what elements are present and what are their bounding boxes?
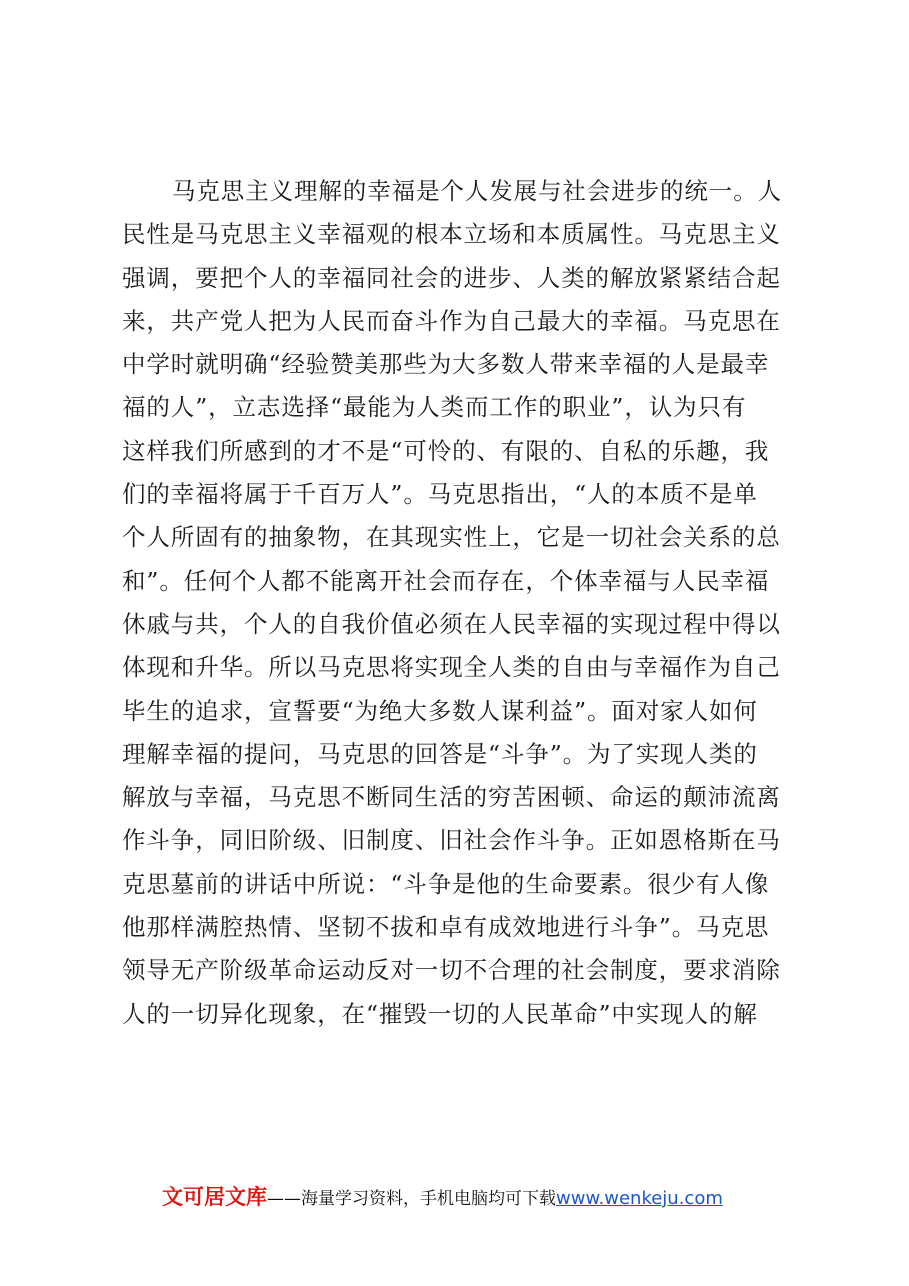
text-line: 作斗争，同旧阶级、旧制度、旧社会作斗争。正如恩格斯在马 [122,826,781,855]
text-line: 中学时就明确“经验赞美那些为大多数人带来幸福的人是最幸 [122,350,770,379]
footer-slogan: ——海量学习资料，手机电脑均可下载 [267,1189,556,1209]
text-line: 民性是马克思主义幸福观的根本立场和本质属性。马克思主义 [122,220,781,249]
text-line: 他那样满腔热情、坚韧不拔和卓有成效地进行斗争”。马克思 [122,913,770,942]
text-line: 个人所固有的抽象物，在其现实性上，它是一切社会关系的总 [122,523,781,552]
text-line: 马克思主义理解的幸福是个人发展与社会进步的统一。人 [172,177,782,205]
text-line: 人的一切异化现象，在“摧毁一切的人民革命”中实现人的解 [122,999,758,1028]
footer-banner [162,1180,802,1214]
text-line: 克思墓前的讲话中所说：“斗争是他的生命要素。很少有人像 [122,869,770,898]
text-line: 这样我们所感到的才不是“可怜的、有限的、自私的乐趣，我 [122,436,770,465]
text-line: 解放与幸福，马克思不断同生活的穷苦困顿、命运的颠沛流离 [122,783,781,812]
text-line: 来，共产党人把为人民而奋斗作为自己最大的幸福。马克思在 [122,306,781,335]
paragraph [122,170,802,1036]
brand-name: 文可居文库 [162,1185,267,1209]
text-line: 毕生的追求，宣誓要“为绝大多数人谋利益”。面对家人如何 [122,696,758,725]
text-line: 福的人”，立志选择“最能为人类而工作的职业”，认为只有 [122,393,747,422]
text-line: 强调，要把个人的幸福同社会的进步、人类的解放紧紧结合起 [122,263,781,292]
text-line: 体现和升华。所以马克思将实现全人类的自由与幸福作为自己 [122,653,781,682]
text-line: 们的幸福将属于千百万人”。马克思指出，“人的本质不是单 [122,480,758,509]
text-line: 休戚与共，个人的自我价值必须在人民幸福的实现过程中得以 [122,609,781,638]
text-line: 和”。任何个人都不能离开社会而存在，个体幸福与人民幸福 [122,566,770,595]
text-line: 理解幸福的提问，马克思的回答是“斗争”。为了实现人类的 [122,739,758,768]
website-link[interactable]: www.wenkeju.com [556,1188,723,1209]
text-line: 领导无产阶级革命运动反对一切不合理的社会制度，要求消除 [122,956,781,985]
